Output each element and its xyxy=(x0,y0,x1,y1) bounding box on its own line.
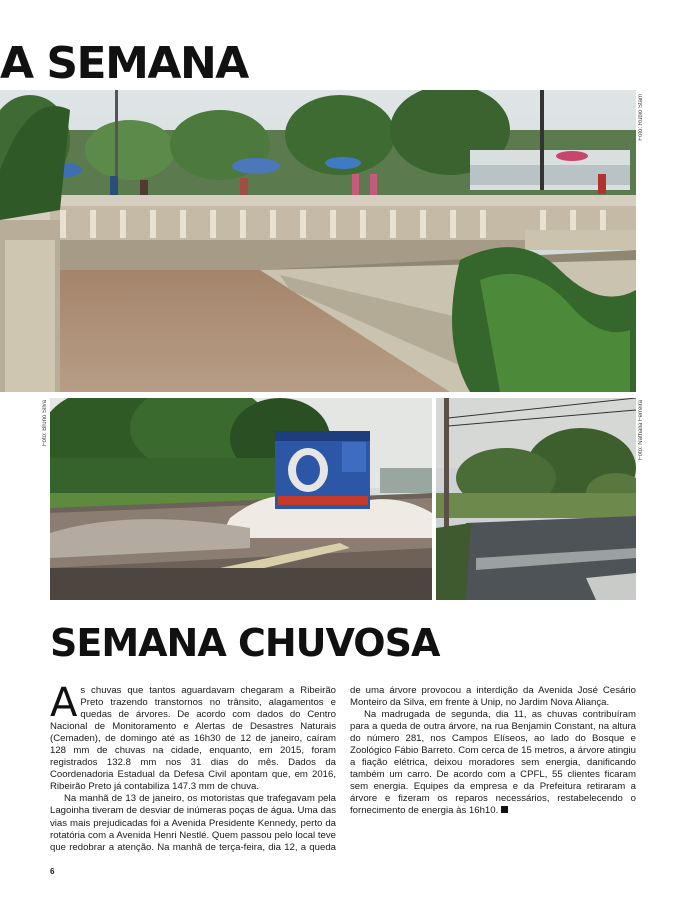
fallen-tree-street-photo xyxy=(436,398,636,600)
article-paragraph-3 xyxy=(350,709,636,817)
bottom-right-photo xyxy=(436,398,636,600)
top-photo xyxy=(0,90,636,392)
article-paragraph-2: Na manhã de 13 de janeiro, os motoristas que trafegavam pela Lagoinha tiveram de desviar de inúmeras poças de água. Uma das vias mais prejudicadas foi a Avenida Presidente Kennedy, perto da rotatória com a Avenida Henri Nestlé. Quem passou pelo local teve que redobrar a atenção. Na manhã de terça-feira, dia 12, a queda de uma árvore provocou a interdição da Avenida José Cesário Monteiro da Silva, em frente à Unip, no Jardim Nova Aliança. xyxy=(50,685,636,853)
bottom-left-photo xyxy=(50,398,432,600)
bottom-right-photo-credit: Foto: Nathalia Ferreira xyxy=(638,400,644,461)
bus-flooded-street-photo xyxy=(50,398,432,600)
article-paragraph-1-text: s chuvas que tantos aguardavam chegaram a Ribeirão Preto trazendo transtornos no trânsito, alagamentos e quedas de árvores. De acordo com dados do Centro Nacional de Monitoramento e Alertas de Desastres Naturais (Cemaden), de domingo até as 16h30 de 12 de janeiro, caíram 128 mm de chuvas na cidade, enquanto, em 2015, foram registrados 132.8 mm nos 31 dias do mês. Dados da Coordenadoria Estadual da Defesa Civil apontam que, em 2016, Ribeirão Preto já contabiliza 147.3 mm de chuva. xyxy=(50,685,336,793)
top-photo-credit: Foto: Rubio Stam xyxy=(638,94,644,141)
article-paragraph-1 xyxy=(50,680,336,793)
flooded-river-bridge-photo xyxy=(0,90,636,392)
article-body xyxy=(50,680,636,860)
end-mark-icon xyxy=(501,806,508,813)
section-title: A SEMANA xyxy=(0,38,248,89)
article-headline: SEMANA CHUVOSA xyxy=(50,621,440,665)
drop-cap: A xyxy=(50,680,78,726)
article-paragraph-3-text: Na madrugada de segunda, dia 11, as chuvas contribuíram para a queda de outra árvore, na rua Benjamin Constant, na altura do número 281, nos Campos Elíseos, ao lado do Bosque e Zoológico Fábio Barreto. Com cerca de 15 metros, a árvore atingiu a fiação elétrica, deixou moradores sem energia, danificando também um carro. De acordo com a CPFL, 55 clientes ficaram sem energia. Equipes da empresa e da Prefeitura retiraram a árvore e fizeram os reparos necessários, restabelecendo o fornecimento de energia às 16h10. xyxy=(350,709,636,817)
page-number: 6 xyxy=(50,867,55,876)
bottom-left-photo-credit: Foto: Bruno Silva xyxy=(42,400,48,447)
